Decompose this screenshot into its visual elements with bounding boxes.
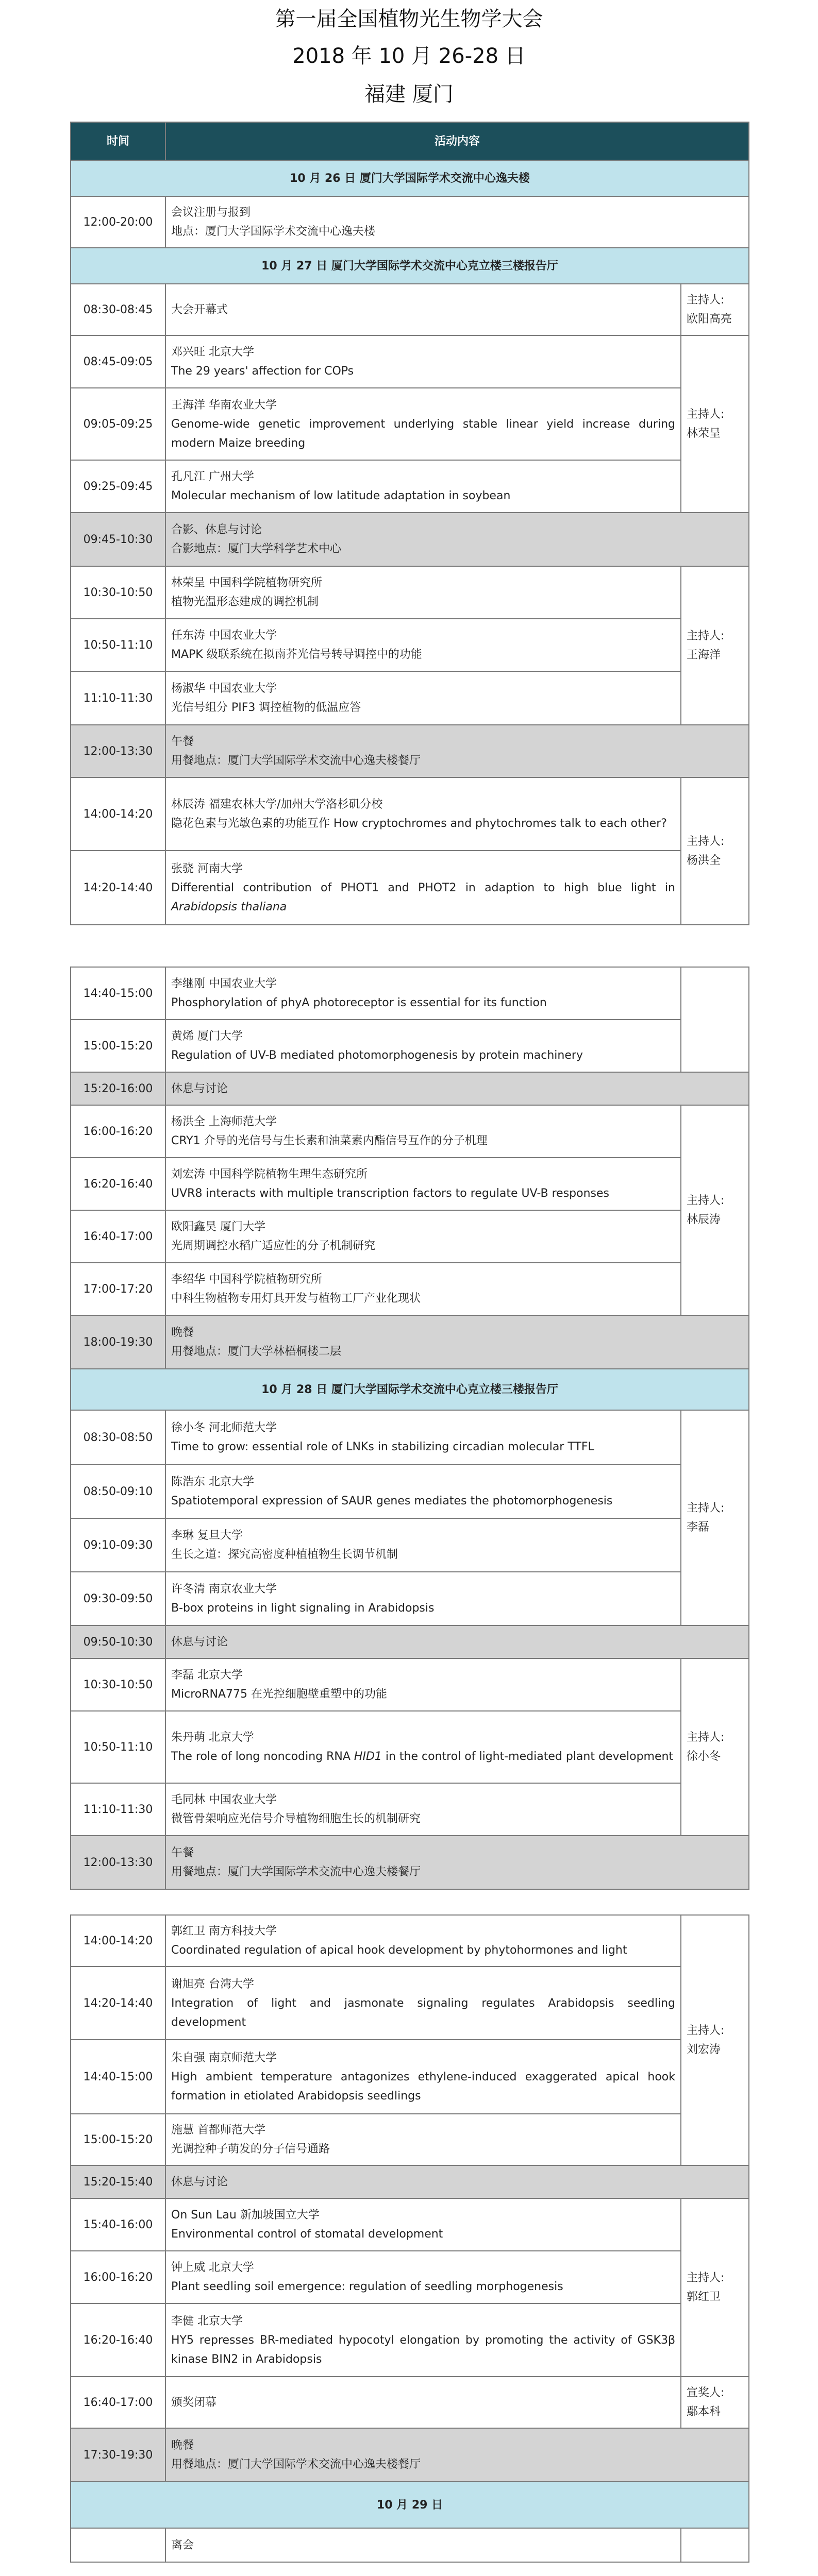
talk-title-rest: in the control of light-mediated plant development	[381, 1750, 674, 1763]
session-time: 14:20-14:40	[71, 1967, 165, 2040]
session-content	[165, 1263, 681, 1315]
day-row	[71, 248, 749, 284]
session-content	[165, 1783, 681, 1836]
speaker: 林荣呈 中国科学院植物研究所	[171, 577, 322, 589]
session-time: 10:50-11:10	[71, 1711, 165, 1783]
chair-cell-empty	[681, 2528, 749, 2562]
session-time: 09:50-10:30	[71, 1625, 165, 1658]
talk-title: 光信号组分 PIF3 调控植物的低温应答	[171, 701, 361, 714]
speaker: 许冬清 南京农业大学	[171, 1583, 277, 1596]
speaker: 郭红卫 南方科技大学	[171, 1925, 277, 1938]
session-time: 08:50-09:10	[71, 1465, 165, 1518]
session-content	[165, 1836, 749, 1889]
session-time: 10:50-11:10	[71, 619, 165, 671]
meal-location: 用餐地点：厦门大学国际学术交流中心逸夫楼餐厅	[171, 754, 421, 767]
talk-title: HY5 represses BR-mediated hypocotyl elongation by promoting the activity of GSK3β kinase BIN2 in Arabidopsis	[171, 2333, 675, 2366]
speaker: 杨淑华 中国农业大学	[171, 682, 277, 695]
meal-location: 用餐地点：厦门大学林梧桐楼二层	[171, 1345, 342, 1358]
session-time: 18:00-19:30	[71, 1315, 165, 1369]
break-location: 合影地点：厦门大学科学艺术中心	[171, 543, 342, 555]
session-time: 12:00-13:30	[71, 1836, 165, 1889]
speaker: 施慧 首都师范大学	[171, 2124, 265, 2137]
session-content	[165, 725, 749, 777]
day-row	[71, 2482, 749, 2528]
session-content	[165, 1518, 681, 1572]
speaker: 邓兴旺 北京大学	[171, 346, 254, 359]
session-time: 15:20-16:00	[71, 1072, 165, 1105]
day-heading-26: 10 月 26 日 厦门大学国际学术交流中心逸夫楼	[71, 160, 749, 196]
chair-cell	[681, 566, 749, 725]
meal-title: 晚餐	[171, 1326, 194, 1339]
chair-name: 郭红卫	[687, 2291, 721, 2303]
session-content: 离会	[165, 2528, 681, 2562]
session-content	[165, 1105, 681, 1158]
session-time: 09:30-09:50	[71, 1572, 165, 1625]
session-time: 16:20-16:40	[71, 2303, 165, 2377]
session-time: 15:00-15:20	[71, 1020, 165, 1072]
table-row	[71, 851, 749, 925]
talk-title: Molecular mechanism of low latitude adaptation in soybean	[171, 489, 511, 502]
session-content	[165, 1020, 681, 1072]
session-time: 11:10-11:30	[71, 1783, 165, 1836]
session-time: 09:05-09:25	[71, 388, 165, 460]
day-heading-29: 10 月 29 日	[71, 2482, 749, 2528]
col-header-time: 时间	[71, 122, 165, 160]
col-header-content: 活动内容	[165, 122, 749, 160]
speaker: 张骁 河南大学	[171, 862, 243, 875]
session-time: 09:25-09:45	[71, 460, 165, 513]
session-time: 14:20-14:40	[71, 851, 165, 925]
table-row	[71, 1518, 749, 1572]
meal-row	[71, 2428, 749, 2482]
speaker: 朱丹萌 北京大学	[171, 1731, 254, 1744]
talk-title: 中科生物植物专用灯具开发与植物工厂产业化现状	[171, 1292, 421, 1305]
session-content	[165, 1658, 681, 1711]
session-content	[165, 1158, 681, 1210]
speaker: 李琳 复旦大学	[171, 1529, 243, 1542]
talk-title: 光调控种子萌发的分子信号通路	[171, 2143, 330, 2156]
session-content: 颁奖闭幕	[165, 2377, 681, 2428]
speaker: 陈浩东 北京大学	[171, 1476, 254, 1488]
talk-title: CRY1 介导的光信号与生长素和油菜素内酯信号互作的分子机理	[171, 1134, 488, 1147]
table-row	[71, 2114, 749, 2165]
chair-name: 王海洋	[687, 649, 721, 662]
award-presenter-cell	[681, 2377, 749, 2428]
table-row	[71, 1783, 749, 1836]
table-row	[71, 2251, 749, 2303]
session-content	[165, 2040, 681, 2114]
session-content	[165, 2251, 681, 2303]
talk-title: The 29 years' affection for COPs	[171, 365, 354, 378]
session-time: 15:20-15:40	[71, 2165, 165, 2198]
chair-cell	[681, 1915, 749, 2165]
meal-location: 用餐地点：厦门大学国际学术交流中心逸夫楼餐厅	[171, 2458, 421, 2471]
session-time: 16:00-16:20	[71, 2251, 165, 2303]
table-row	[71, 566, 749, 619]
table-row	[71, 2198, 749, 2251]
speaker: 林辰涛 福建农林大学/加州大学洛杉矶分校	[171, 798, 383, 811]
conference-title: 第一届全国植物光生物学大会	[275, 7, 543, 31]
session-time: 12:00-20:00	[71, 196, 165, 248]
talk-title: 光周期调控水稻广适应性的分子机制研究	[171, 1240, 376, 1252]
day-row	[71, 1369, 749, 1410]
talk-title: 植物光温形态建成的调控机制	[171, 596, 319, 608]
session-content	[165, 671, 681, 725]
session-time: 08:30-08:50	[71, 1410, 165, 1465]
day-heading-28: 10 月 28 日 厦门大学国际学术交流中心克立楼三楼报告厅	[71, 1369, 749, 1410]
session-time: 14:00-14:20	[71, 777, 165, 851]
speaker: 李继刚 中国农业大学	[171, 977, 277, 990]
presenter-name: 鄢本科	[687, 2405, 721, 2418]
talk-title: Spatiotemporal expression of SAUR genes mediates the photomorphogenesis	[171, 1495, 613, 1507]
table-row	[71, 460, 749, 513]
session-content	[165, 777, 681, 851]
speaker: 黄烯 厦门大学	[171, 1030, 243, 1043]
talk-title: Coordinated regulation of apical hook development by phytohormones and light	[171, 1944, 627, 1957]
talk-title: Plant seedling soil emergence: regulation of seedling morphogenesis	[171, 2280, 563, 2293]
chair-label: 主持人:	[687, 2024, 725, 2037]
table-row	[71, 1572, 749, 1625]
break-row	[71, 1625, 749, 1658]
chair-cell-empty	[681, 967, 749, 1072]
chair-label: 主持人:	[687, 835, 725, 848]
table-row	[71, 777, 749, 851]
session-time: 12:00-13:30	[71, 725, 165, 777]
speaker: 徐小冬 河北师范大学	[171, 1421, 277, 1434]
table-row	[71, 2377, 749, 2428]
break-row	[71, 1072, 749, 1105]
talk-title: MAPK 级联系统在拟南芥光信号转导调控中的功能	[171, 648, 422, 661]
session-content	[165, 851, 681, 925]
session-content	[165, 460, 681, 513]
meal-title: 午餐	[171, 1846, 194, 1859]
talk-title: 生长之道：探究高密度种植植物生长调节机制	[171, 1548, 398, 1561]
break-row	[71, 2165, 749, 2198]
chair-name: 杨洪全	[687, 854, 721, 867]
speaker: 李健 北京大学	[171, 2314, 243, 2328]
chair-label: 主持人:	[687, 630, 725, 642]
speaker: 李磊 北京大学	[171, 1669, 243, 1682]
session-content	[165, 1572, 681, 1625]
chair-label: 主持人:	[687, 1194, 725, 1207]
table-row	[71, 1020, 749, 1072]
session-time: 16:00-16:20	[71, 1105, 165, 1158]
talk-title: Regulation of UV-B mediated photomorphogenesis by protein machinery	[171, 1049, 583, 1062]
session-time: 16:20-16:40	[71, 1158, 165, 1210]
session-time: 08:30-08:45	[71, 284, 165, 335]
speaker: 谢旭亮 台湾大学	[171, 1977, 254, 1991]
break-title: 休息与讨论	[165, 2165, 749, 2198]
chair-label: 主持人:	[687, 1502, 725, 1515]
schedule-table-3	[70, 1914, 749, 2563]
meal-row	[71, 1836, 749, 1889]
schedule-table-1	[70, 122, 749, 925]
session-content	[165, 1967, 681, 2040]
session-content	[165, 2303, 681, 2377]
session-time: 15:00-15:20	[71, 2114, 165, 2165]
chair-cell	[681, 1658, 749, 1836]
speaker: 刘宏涛 中国科学院植物生理生态研究所	[171, 1168, 368, 1181]
session-time: 10:30-10:50	[71, 1658, 165, 1711]
session-time: 09:10-09:30	[71, 1518, 165, 1572]
session-content	[165, 2114, 681, 2165]
meal-row	[71, 725, 749, 777]
session-content	[165, 335, 681, 388]
session-content	[165, 619, 681, 671]
session-time: 10:30-10:50	[71, 566, 165, 619]
speaker: On Sun Lau 新加坡国立大学	[171, 2209, 320, 2222]
speaker: 欧阳鑫昊 厦门大学	[171, 1221, 265, 1233]
table-row	[71, 619, 749, 671]
schedule-table-2	[70, 967, 749, 1890]
talk-title: Genome-wide genetic improvement underlying stable linear yield increase during modern Maize breeding	[171, 417, 675, 450]
table-row	[71, 196, 749, 248]
table-row	[71, 1158, 749, 1210]
talk-title: 隐花色素与光敏色素的功能互作 How cryptochromes and phytochromes talk to each other?	[171, 817, 667, 830]
speaker: 任东涛 中国农业大学	[171, 629, 277, 642]
session-content	[165, 388, 681, 460]
talk-title: UVR8 interacts with multiple transcription factors to regulate UV-B responses	[171, 1187, 609, 1200]
session-content	[165, 513, 749, 566]
talk-title: High ambient temperature antagonizes ethylene-induced exaggerated apical hook formation in etiolated Arabidopsis seedlings	[171, 2070, 675, 2103]
chair-label: 主持人:	[687, 408, 725, 421]
chair-name: 欧阳高亮	[687, 313, 732, 326]
speaker: 朱自强 南京师范大学	[171, 2051, 277, 2064]
break-title: 休息与讨论	[165, 1072, 749, 1105]
session-content	[165, 566, 681, 619]
speaker: 杨洪全 上海师范大学	[171, 1115, 277, 1128]
table-row	[71, 1465, 749, 1518]
chair-name: 李磊	[687, 1521, 710, 1534]
table-row	[71, 1105, 749, 1158]
table-row	[71, 1410, 749, 1465]
presenter-label: 宣奖人:	[687, 2386, 725, 2399]
talk-title-species: Arabidopsis thaliana	[171, 900, 287, 913]
table-row	[71, 1967, 749, 2040]
chair-label: 主持人:	[687, 2272, 725, 2284]
meal-row	[71, 1315, 749, 1369]
session-content	[165, 1915, 681, 1967]
chair-name: 徐小冬	[687, 1750, 721, 1763]
break-row	[71, 513, 749, 566]
session-content	[165, 1711, 681, 1783]
table-row	[71, 671, 749, 725]
session-time: 16:40-17:00	[71, 2377, 165, 2428]
session-time: 09:45-10:30	[71, 513, 165, 566]
table-row	[71, 1915, 749, 1967]
session-title: 会议注册与报到	[171, 206, 251, 219]
chair-cell	[681, 284, 749, 335]
session-time: 14:40-15:00	[71, 2040, 165, 2114]
speaker: 孔凡江 广州大学	[171, 470, 254, 483]
session-time: 14:00-14:20	[71, 1915, 165, 1967]
session-content	[165, 1315, 749, 1369]
table-row	[71, 388, 749, 460]
chair-cell	[681, 777, 749, 925]
session-time: 11:10-11:30	[71, 671, 165, 725]
table-row	[71, 1263, 749, 1315]
table-row	[71, 2528, 749, 2562]
session-time: 15:40-16:00	[71, 2198, 165, 2251]
table-row	[71, 1711, 749, 1783]
talk-title: B-box proteins in light signaling in Arabidopsis	[171, 1602, 435, 1615]
conference-location: 福建 厦门	[364, 82, 454, 106]
session-time: 17:00-17:20	[71, 1263, 165, 1315]
chair-cell	[681, 1105, 749, 1315]
chair-name: 刘宏涛	[687, 2043, 721, 2056]
session-content	[165, 196, 749, 248]
table-row	[71, 2303, 749, 2377]
session-time: 08:45-09:05	[71, 335, 165, 388]
session-content	[165, 2428, 749, 2482]
table-row	[71, 967, 749, 1020]
chair-label: 主持人:	[687, 294, 725, 307]
chair-cell	[681, 2198, 749, 2377]
talk-title: Environmental control of stomatal development	[171, 2228, 443, 2241]
session-content	[165, 1410, 681, 1465]
chair-label: 主持人:	[687, 1731, 725, 1744]
table-header-row	[71, 122, 749, 160]
talk-title: 微管骨架响应光信号介导植物细胞生长的机制研究	[171, 1812, 421, 1825]
meal-title: 午餐	[171, 735, 194, 748]
session-time: 17:30-19:30	[71, 2428, 165, 2482]
chair-name: 林荣呈	[687, 427, 721, 440]
break-title: 休息与讨论	[165, 1625, 749, 1658]
break-title: 合影、休息与讨论	[171, 523, 262, 536]
day-heading-27: 10 月 27 日 厦门大学国际学术交流中心克立楼三楼报告厅	[71, 248, 749, 284]
table-row	[71, 1658, 749, 1711]
session-content	[165, 1210, 681, 1263]
talk-title-gene: HID1	[354, 1750, 382, 1763]
meal-location: 用餐地点：厦门大学国际学术交流中心逸夫楼餐厅	[171, 1866, 421, 1878]
table-row	[71, 1210, 749, 1263]
session-content	[165, 967, 681, 1020]
session-time: 16:40-17:00	[71, 1210, 165, 1263]
day-row	[71, 160, 749, 196]
session-content	[165, 2198, 681, 2251]
speaker: 王海洋 华南农业大学	[171, 398, 277, 412]
speaker: 李绍华 中国科学院植物研究所	[171, 1273, 322, 1286]
meal-title: 晚餐	[171, 2439, 194, 2452]
chair-cell	[681, 1410, 749, 1625]
talk-title: MicroRNA775 在光控细胞壁重塑中的功能	[171, 1688, 387, 1701]
chair-cell	[681, 335, 749, 513]
speaker: 毛同林 中国农业大学	[171, 1793, 277, 1806]
session-content: 大会开幕式	[165, 284, 681, 335]
session-location: 地点：厦门大学国际学术交流中心逸夫楼	[171, 225, 376, 238]
session-time-empty	[71, 2528, 165, 2562]
talk-title: The role of long noncoding RNA	[171, 1750, 354, 1763]
table-row	[71, 2040, 749, 2114]
talk-title: Time to grow: essential role of LNKs in stabilizing circadian molecular TTFL	[171, 1440, 594, 1453]
speaker: 钟上威 北京大学	[171, 2261, 254, 2274]
table-row	[71, 284, 749, 335]
chair-name: 林辰涛	[687, 1213, 721, 1226]
talk-title: Phosphorylation of phyA photoreceptor is essential for its function	[171, 996, 547, 1009]
session-content	[165, 1465, 681, 1518]
table-row	[71, 335, 749, 388]
talk-title: Integration of light and jasmonate signaling regulates Arabidopsis seedling development	[171, 1996, 675, 2029]
talk-title: Differential contribution of PHOT1 and PHOT2 in adaption to high blue light in	[171, 881, 675, 894]
conference-dates: 2018 年 10 月 26-28 日	[292, 44, 526, 68]
session-time: 14:40-15:00	[71, 967, 165, 1020]
